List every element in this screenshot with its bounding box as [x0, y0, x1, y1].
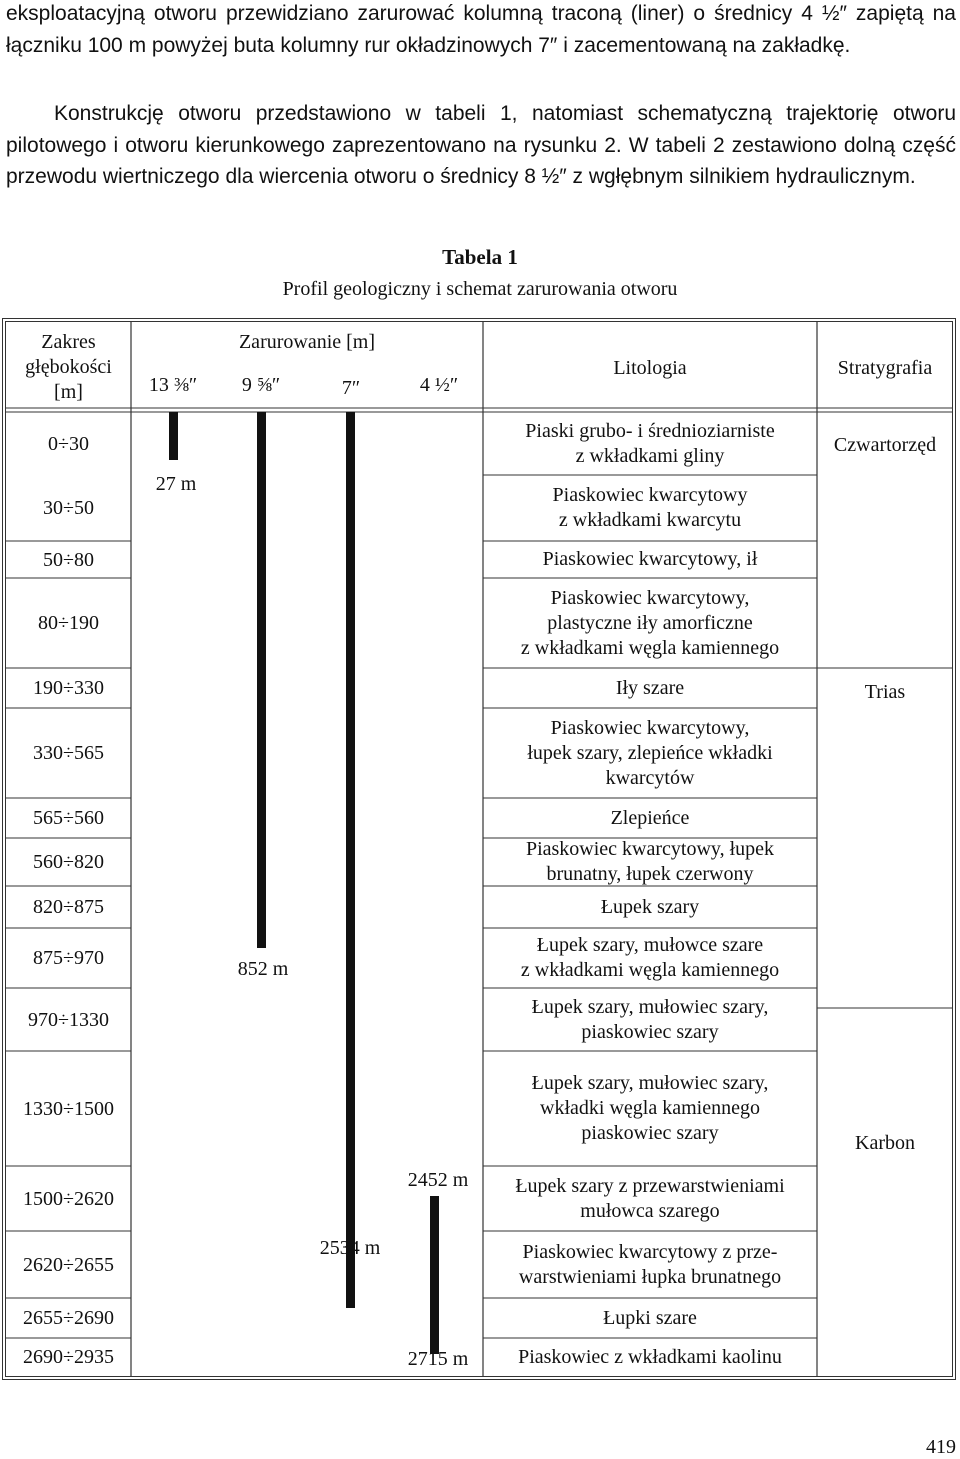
paragraph-2: Konstrukcję otworu przedstawiono w tabeli 1, natomiast schematyczną trajektorię otworu pilotowego i otworu kierunkowego zaprezentowano na rysunku 2. W tabeli 2 zestawiono dolną część przewodu wiertniczego dla wiercenia otworu o średnicy 8 ½″ z wgłębnym silnikiem hydraulicznym. — [6, 102, 956, 188]
lithology-cell: Piaskowiec kwarcytowy, łupek szary, zlepieńce wkładki kwarcytów — [527, 716, 773, 789]
depth-cell: 565÷560 — [33, 807, 104, 829]
depth-cell: 330÷565 — [33, 742, 104, 764]
casing-bar-4-1-2 — [430, 1196, 439, 1354]
casing-size-13-3-8: 13 ⅜″ — [148, 374, 198, 396]
depth-cell: 80÷190 — [38, 612, 99, 634]
depth-cell: 970÷1330 — [28, 1008, 109, 1031]
depth-cell: 820÷875 — [33, 896, 104, 918]
lithology-cell: Piaski grubo- i średnioziarniste z wkładkami gliny — [525, 419, 775, 467]
depth-cell: 1330÷1500 — [23, 1097, 114, 1120]
lithology-cell: Łupek szary — [600, 895, 700, 918]
depth-cell: 2655÷2690 — [23, 1307, 114, 1329]
table-number: Tabela 1 — [442, 245, 518, 269]
lithology-cell: Piaskowiec z wkładkami kaolinu — [518, 1345, 782, 1368]
lithology-cell: Łupek szary, mułowiec szary, piaskowiec szary — [531, 995, 769, 1043]
casing-depth-2452m: 2452 m — [407, 1169, 469, 1191]
lithology-cell: Łupek szary, mułowiec szary, wkładki węgla kamiennego piaskowiec szary — [531, 1072, 769, 1144]
casing-size-9-5-8: 9 ⅝″ — [241, 374, 281, 396]
geology-table — [2, 318, 956, 1380]
casing-depth-2715m: 2715 m — [407, 1348, 469, 1370]
depth-cell: 2690÷2935 — [23, 1346, 114, 1368]
strat-karbon: Karbon — [855, 1132, 915, 1154]
lithology-cell: Łupki szare — [603, 1306, 697, 1329]
lithology-cell: Zlepieńce — [610, 806, 690, 829]
depth-cell: 1500÷2620 — [23, 1187, 114, 1210]
depth-cell: 0÷30 — [48, 432, 89, 455]
lithology-cell: Piaskowiec kwarcytowy z wkładkami kwarcytu — [552, 484, 748, 531]
table-caption: Profil geologiczny i schemat zarurowania otworu — [282, 278, 678, 300]
casing-bar-9-5-8 — [257, 412, 266, 948]
casing-size-4-1-2: 4 ½″ — [419, 374, 459, 396]
casing-bar-7 — [346, 412, 355, 1308]
header-stratigraphy: Stratygrafia — [837, 357, 933, 379]
lithology-cell: Piaskowiec kwarcytowy z prze- warstwieniami łupka brunatnego — [518, 1240, 782, 1288]
lithology-cell: Łupek szary, mułowce szare z wkładkami węgla kamiennego — [520, 934, 780, 981]
lithology-cell: Iły szare — [615, 676, 685, 699]
depth-cell: 190÷330 — [33, 677, 104, 699]
depth-cell: 875÷970 — [33, 947, 104, 969]
casing-depth-27m: 27 m — [155, 473, 197, 495]
casing-bar-13-3-8 — [169, 412, 178, 460]
depth-cell: 560÷820 — [33, 851, 104, 873]
casing-size-7: 7″ — [341, 377, 361, 399]
strat-trias: Trias — [864, 681, 906, 703]
lithology-cell: Piaskowiec kwarcytowy, plastyczne iły amorficzne z wkładkami węgla kamiennego — [520, 586, 780, 659]
page-number: 419 — [926, 1436, 956, 1458]
casing-depth-2534m: 2534 m — [319, 1237, 381, 1259]
lithology-cell: Piaskowiec kwarcytowy, ił — [542, 548, 758, 570]
header-lithology: Litologia — [613, 357, 687, 379]
depth-cell: 30÷50 — [43, 497, 94, 519]
header-depth: Zakres głębokości [m] — [25, 331, 112, 403]
depth-cell: 2620÷2655 — [23, 1253, 114, 1276]
header-casing: Zarurowanie [m] — [238, 331, 376, 353]
casing-depth-852m: 852 m — [237, 958, 289, 980]
depth-cell: 50÷80 — [43, 548, 94, 571]
paragraph-1: eksploatacyjną otworu przewidziano zarurować kolumną traconą (liner) o średnicy 4 ½″ zapiętą na łączniku 100 m powyżej buta kolumny rur okładzinowych 7″ i zacementowaną na zakładkę. — [6, 2, 956, 57]
lithology-cell: Piaskowiec kwarcytowy, łupek brunatny, łupek czerwony — [525, 838, 775, 885]
lithology-cell: Łupek szary z przewarstwieniami mułowca szarego — [515, 1174, 785, 1222]
strat-czwartorzed: Czwartorzęd — [833, 434, 937, 456]
